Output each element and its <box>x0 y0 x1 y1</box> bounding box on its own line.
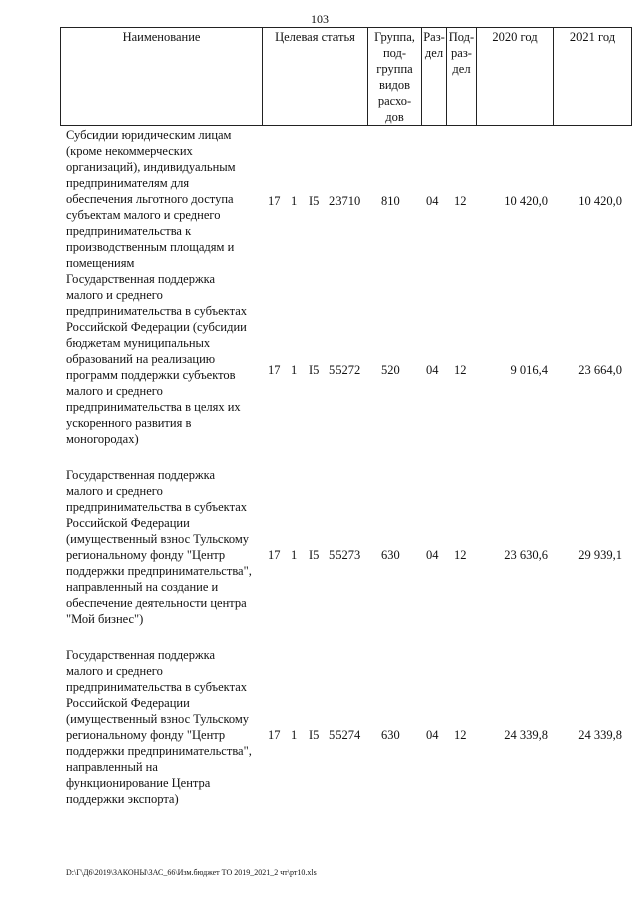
row-name-line: моногородах) <box>66 432 139 446</box>
row-name-line: предпринимательства к <box>66 224 192 238</box>
header-name: Наименование <box>122 30 201 44</box>
section: 04 <box>426 728 439 742</box>
row-name <box>66 127 271 271</box>
row-name-line: субъектам малого и среднего <box>66 208 221 222</box>
header-section-line: Раз- <box>423 30 445 44</box>
row-name <box>66 271 271 447</box>
code-program: 17 <box>268 548 281 562</box>
amount-2021: 10 420,0 <box>578 194 622 208</box>
code-subprogram: 1 <box>291 363 298 377</box>
code-direction: 55272 <box>329 363 361 377</box>
row-name-line: производственным площадям и <box>66 240 235 254</box>
row-name-line: поддержки предпринимательства", <box>66 744 252 758</box>
header-divider <box>631 27 632 126</box>
row-name-line: (имущественный взнос Тульскому <box>66 712 250 726</box>
row-name-line: предпринимательства в субъектах <box>66 680 247 694</box>
header-year-2021: 2021 год <box>569 30 616 44</box>
row-name-line: (имущественный взнос Тульскому <box>66 532 250 546</box>
header-group-line: видов <box>378 78 411 92</box>
expense-group: 630 <box>381 728 400 742</box>
row-name-line: Государственная поддержка <box>66 468 216 482</box>
amount-2020: 24 339,8 <box>504 728 548 742</box>
row-name-line: предпринимателям для <box>66 176 190 190</box>
page-number: 103 <box>311 12 329 26</box>
amount-2021: 23 664,0 <box>578 363 622 377</box>
row-name-line: Государственная поддержка <box>66 272 216 286</box>
code-subprogram: 1 <box>291 548 298 562</box>
subsection: 12 <box>454 363 467 377</box>
row-name-line: малого и среднего <box>66 384 163 398</box>
subsection: 12 <box>454 548 467 562</box>
header-group <box>368 29 421 125</box>
amount-2020: 9 016,4 <box>510 363 548 377</box>
header-bottom-border <box>60 125 632 126</box>
header-section <box>422 29 446 61</box>
amount-2021: 29 939,1 <box>578 548 622 562</box>
row-name-line: направленный на <box>66 760 158 774</box>
amount-2020: 23 630,6 <box>504 548 548 562</box>
header-group-line: под- <box>382 46 407 60</box>
row-name-line: программ поддержки субъектов <box>66 368 236 382</box>
header-subsection <box>447 29 476 77</box>
header-target-article: Целевая статья <box>275 30 355 44</box>
row-name-line: региональному фонду "Центр <box>66 548 226 562</box>
row-name-line: "Мой бизнес") <box>66 612 144 626</box>
row-name-line: Государственная поддержка <box>66 648 216 662</box>
code-direction: 55274 <box>329 728 361 742</box>
code-direction: 23710 <box>329 194 361 208</box>
row-name-line: предпринимательства в целях их <box>66 400 241 414</box>
expense-group: 520 <box>381 363 400 377</box>
section: 04 <box>426 363 439 377</box>
subsection: 12 <box>454 728 467 742</box>
row-name-line: малого и среднего <box>66 484 163 498</box>
code-project: I5 <box>309 548 320 562</box>
header-group-line: Группа, <box>374 30 415 44</box>
subsection: 12 <box>454 194 467 208</box>
row-name <box>66 467 271 627</box>
header-year-2020: 2020 год <box>492 30 538 44</box>
row-name-line: образований на реализацию <box>66 352 216 366</box>
header-subsection-line: Под- <box>448 30 475 44</box>
row-name-line: направленный на создание и <box>66 580 219 594</box>
row-name-line: Российской Федерации <box>66 696 190 710</box>
row-name-line: региональному фонду "Центр <box>66 728 226 742</box>
expense-group: 810 <box>381 194 400 208</box>
row-name-line: обеспечения льготного доступа <box>66 192 234 206</box>
code-program: 17 <box>268 728 281 742</box>
row-name-line: организаций), индивидуальным <box>66 160 236 174</box>
row-name-line: поддержки экспорта) <box>66 792 179 806</box>
header-subsection-line: дел <box>452 62 471 76</box>
amount-2020: 10 420,0 <box>504 194 548 208</box>
header-subsection-line: раз- <box>451 46 472 60</box>
row-name-line: малого и среднего <box>66 664 163 678</box>
code-project: I5 <box>309 194 320 208</box>
header-group-line: дов <box>385 110 404 124</box>
code-program: 17 <box>268 194 281 208</box>
row-name-line: бюджетам муниципальных <box>66 336 211 350</box>
amount-2021: 24 339,8 <box>578 728 622 742</box>
row-name-line: помещениям <box>66 256 135 270</box>
row-name <box>66 647 271 807</box>
code-direction: 55273 <box>329 548 361 562</box>
row-name-line: предпринимательства в субъектах <box>66 304 247 318</box>
header-top-border <box>60 27 632 28</box>
row-name-line: (кроме некоммерческих <box>66 144 193 158</box>
code-project: I5 <box>309 728 320 742</box>
code-program: 17 <box>268 363 281 377</box>
header-group-line: группа <box>376 62 413 76</box>
row-name-line: обеспечение деятельности центра <box>66 596 247 610</box>
row-name-line: предпринимательства в субъектах <box>66 500 247 514</box>
header-group-line: расхо- <box>377 94 412 108</box>
row-name-line: ускоренного развития в <box>66 416 192 430</box>
header-section-line: дел <box>424 46 444 60</box>
row-name-line: Российской Федерации <box>66 516 190 530</box>
row-name-line: поддержки предпринимательства", <box>66 564 252 578</box>
row-name-line: малого и среднего <box>66 288 163 302</box>
section: 04 <box>426 548 439 562</box>
row-name-line: Субсидии юридическим лицам <box>66 128 232 142</box>
file-path-footer: D:\Г\Д6\2019\ЗАКОНЫ\ЗАС_66\Изм.бюджет ТО 2019_2021_2 чт\рт10.xls <box>66 868 317 877</box>
row-name-line: Российской Федерации (субсидии <box>66 320 247 334</box>
code-project: I5 <box>309 363 320 377</box>
code-subprogram: 1 <box>291 728 298 742</box>
code-subprogram: 1 <box>291 194 298 208</box>
expense-group: 630 <box>381 548 400 562</box>
row-name-line: функционирование Центра <box>66 776 211 790</box>
section: 04 <box>426 194 439 208</box>
